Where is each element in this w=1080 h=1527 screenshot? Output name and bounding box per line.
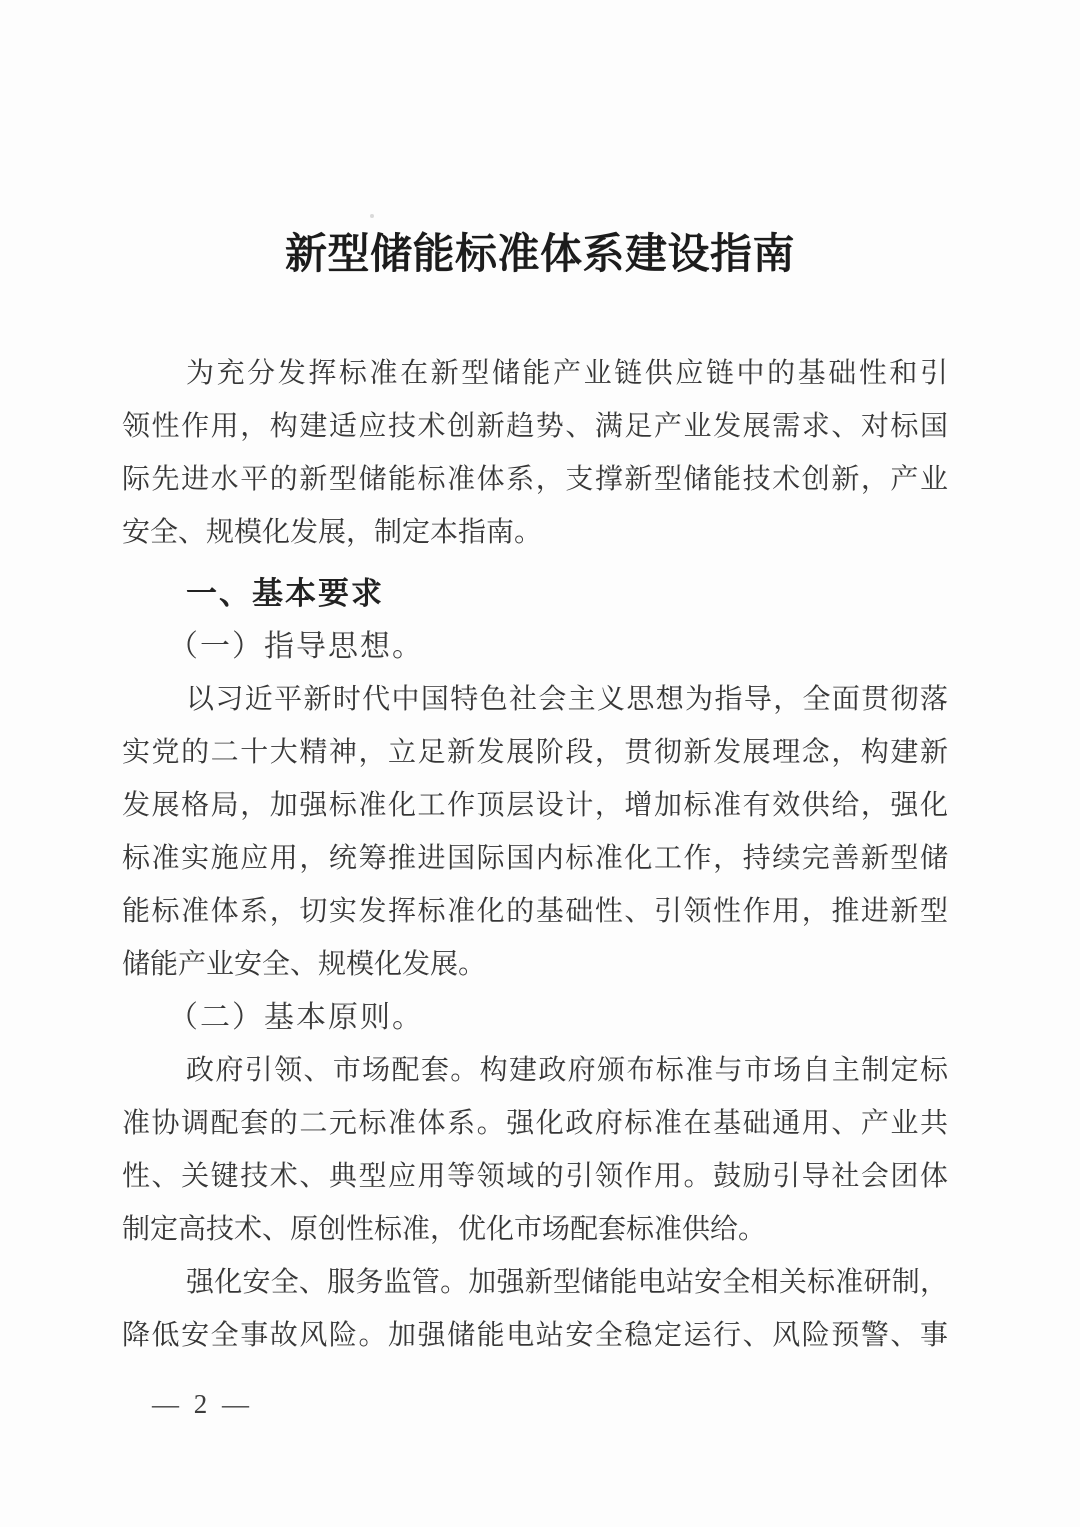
section-heading: 一、基本要求 xyxy=(186,576,384,611)
paragraph-line: 强化安全、服务监管。加强新型储能电站安全相关标准研制， xyxy=(186,1267,948,1298)
paragraph-line: 标准实施应用，统筹推进国际国内标准化工作，持续完善新型储 xyxy=(122,843,948,874)
paragraph-line: 制定高技术、原创性标准，优化市场配套标准供给。 xyxy=(122,1214,767,1245)
paragraph-line: 降低安全事故风险。加强储能电站安全稳定运行、风险预警、事 xyxy=(122,1320,948,1351)
paragraph-line: 为充分发挥标准在新型储能产业链供应链中的基础性和引 xyxy=(186,358,948,389)
subsection-heading: （一）指导思想。 xyxy=(168,630,424,663)
document-title xyxy=(0,229,1080,282)
paragraph-line: 发展格局，加强标准化工作顶层设计，增加标准有效供给，强化 xyxy=(122,790,948,821)
paragraph-line: 安全、规模化发展，制定本指南。 xyxy=(122,517,543,548)
paragraph-line: 准协调配套的二元标准体系。强化政府标准在基础通用、产业共 xyxy=(122,1108,948,1139)
scan-speck xyxy=(370,214,374,218)
page-number: — 2 — xyxy=(152,1389,253,1419)
paragraph-line: 以习近平新时代中国特色社会主义思想为指导，全面贯彻落 xyxy=(186,684,948,715)
paragraph-line: 领性作用，构建适应技术创新趋势、满足产业发展需求、对标国 xyxy=(122,411,948,442)
document-body xyxy=(122,347,948,1362)
paragraph-line: 储能产业安全、规模化发展。 xyxy=(122,949,487,980)
paragraph-line: 实党的二十大精神，立足新发展阶段，贯彻新发展理念，构建新 xyxy=(122,737,948,768)
paragraph-line: 际先进水平的新型储能标准体系，支撑新型储能技术创新，产业 xyxy=(122,464,948,495)
paragraph-line: 能标准体系，切实发挥标准化的基础性、引领性作用，推进新型 xyxy=(122,896,948,927)
paragraph-line: 政府引领、市场配套。构建政府颁布标准与市场自主制定标 xyxy=(186,1055,948,1086)
subsection-heading: （二）基本原则。 xyxy=(168,1001,424,1034)
paragraph-line: 性、关键技术、典型应用等领域的引领作用。鼓励引导社会团体 xyxy=(122,1161,948,1192)
document-title-text: 新型储能标准体系建设指南 xyxy=(284,232,795,278)
